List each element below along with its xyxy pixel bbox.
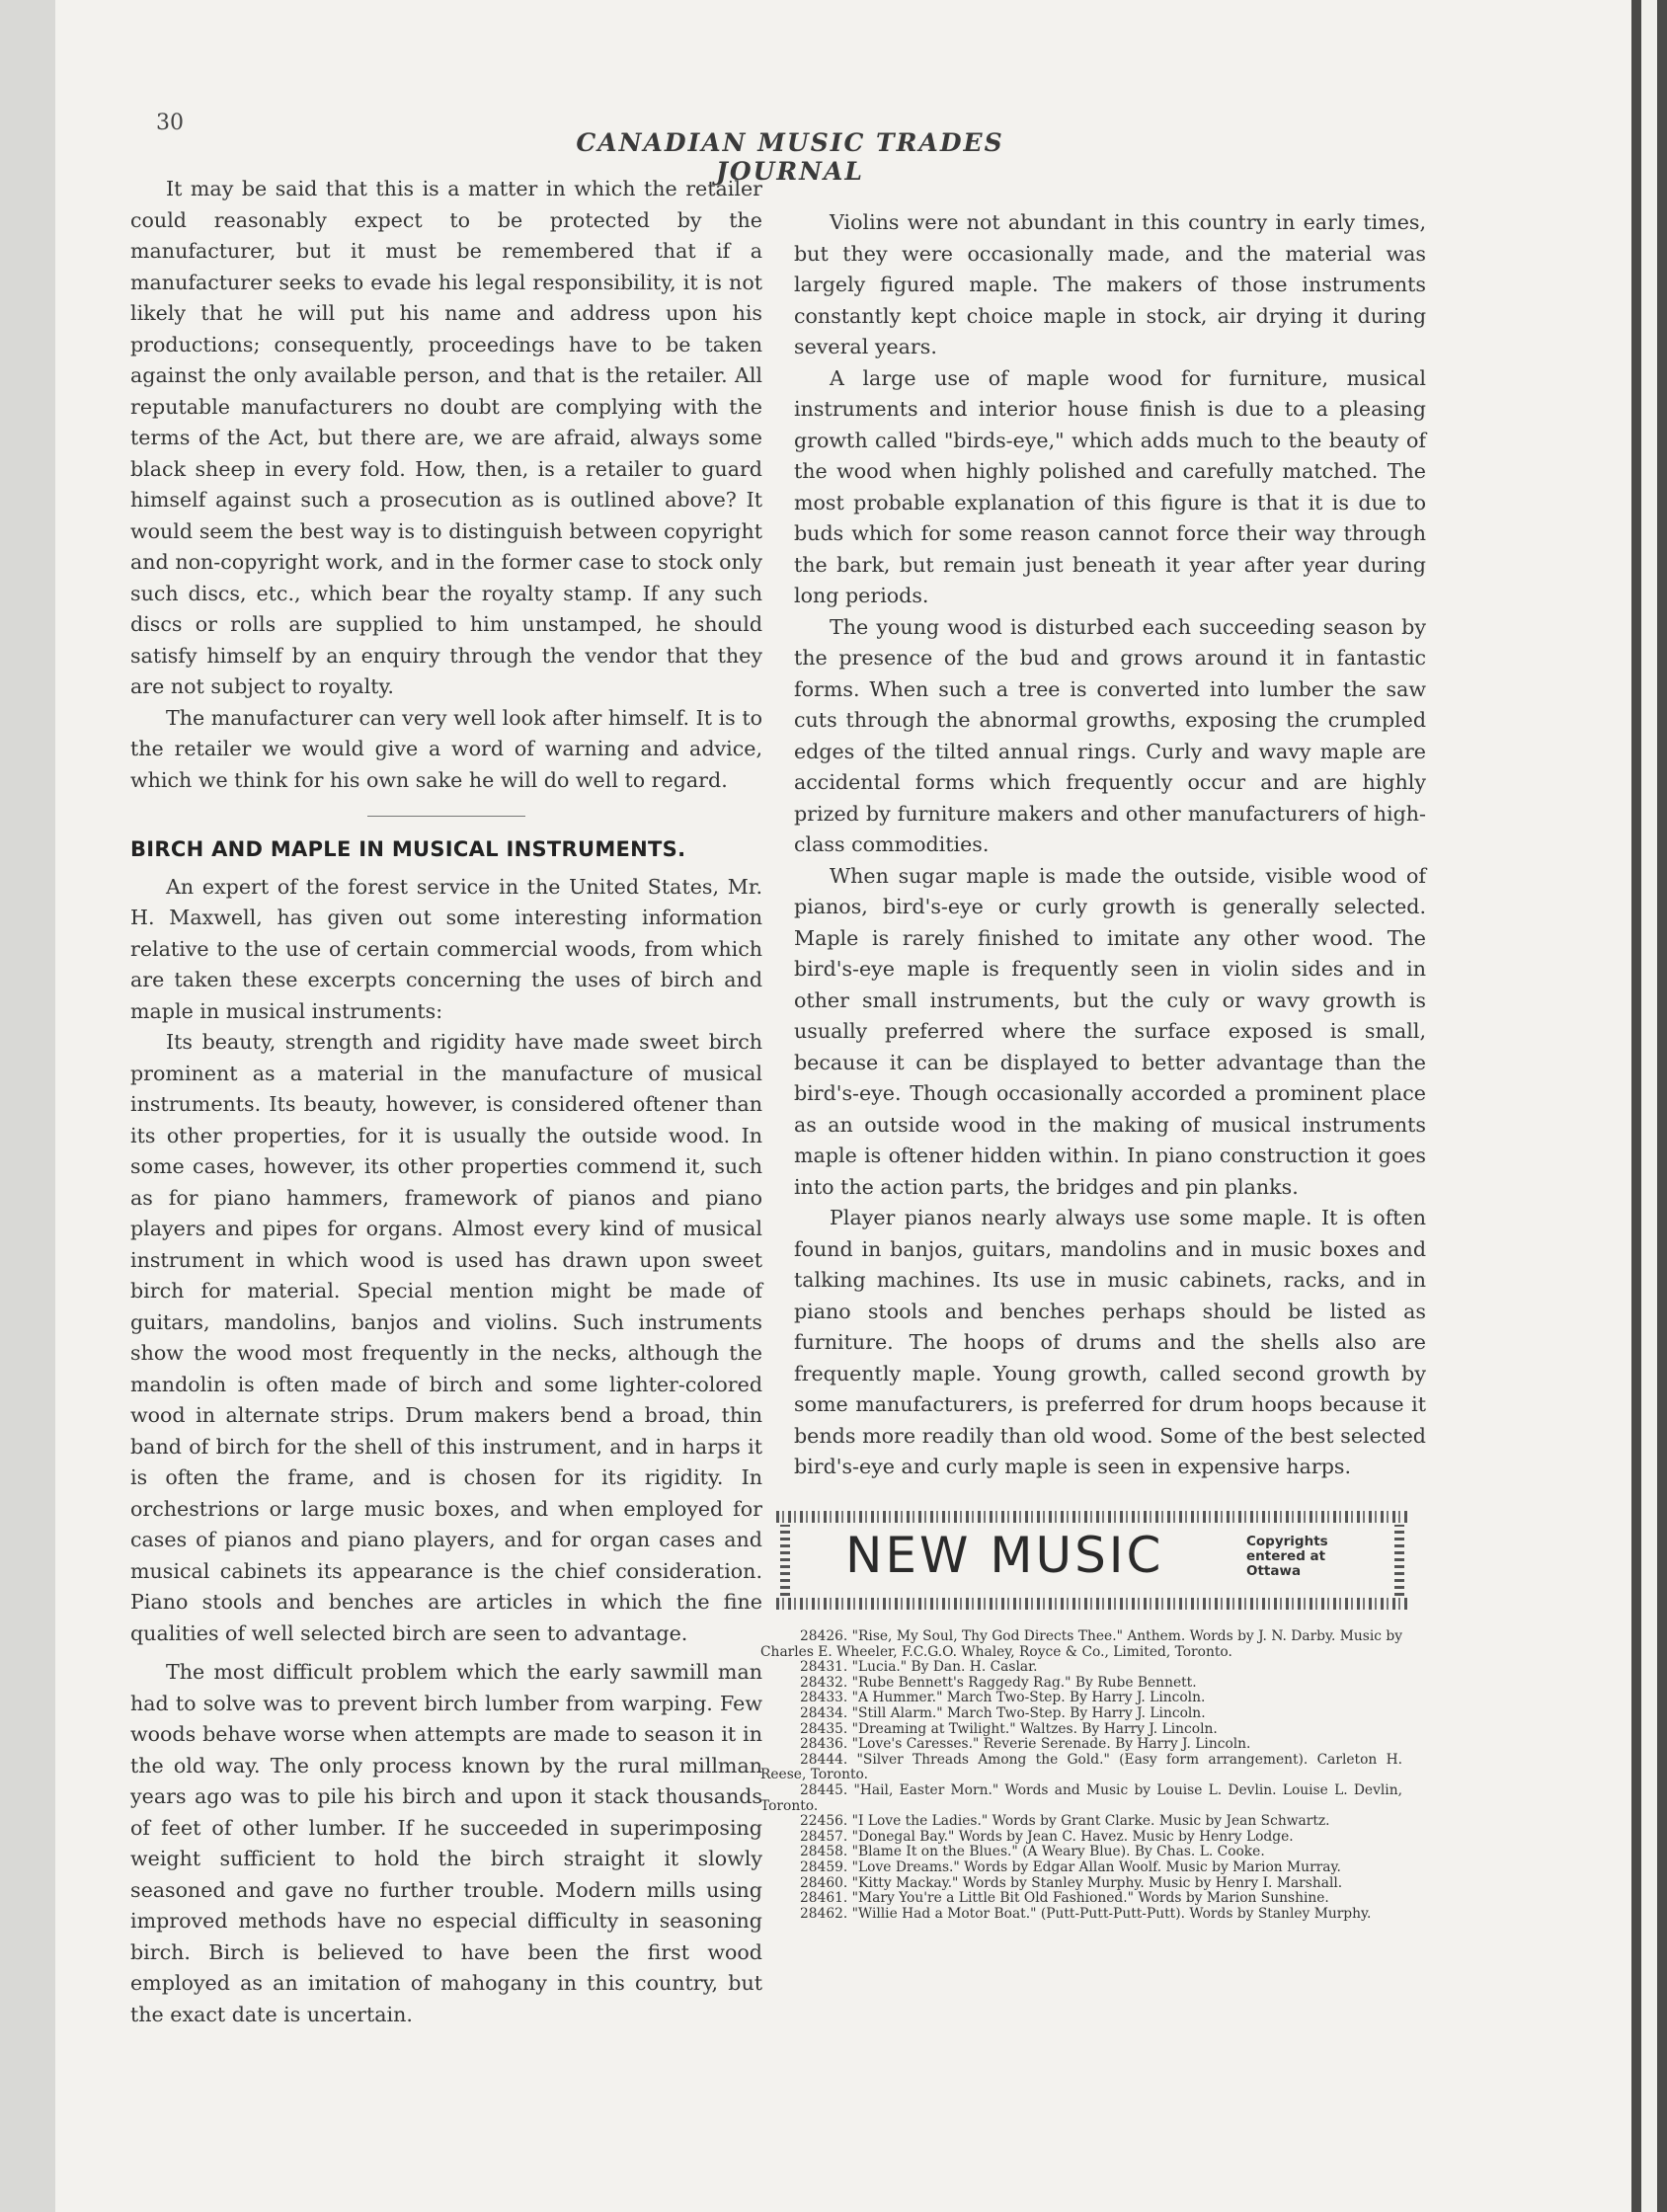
page-number: 30 — [156, 111, 184, 135]
paragraph: The most difficult problem which the early sawmill man had to solve was to prevent birch lumber from warping. Few woods behave worse when attempts are made to season it in the old way. The only process known by the rural millman years ago was to pile his birch and upon it stack thousands of feet of other lumber. If he succeeded in superimposing weight sufficient to hold the birch straight it slowly seasoned and gave no further trouble. Modern mills using improved methods have no especial difficulty in seasoning birch. Birch is believed to have been the first wood employed as an imitation of mahogany in this country, but the exact date is uncertain. — [130, 1660, 762, 2026]
banner-border-left — [780, 1525, 790, 1596]
paragraph: Violins were not abundant in this country in early times, but they were occasionally made, and the material was largely figured maple. The makers of those instruments constantly kept choice maple in stock, air drying it during several years. — [794, 210, 1426, 358]
list-item: 28457. "Donegal Bay." Words by Jean C. Havez. Music by Henry Lodge. — [800, 1828, 1294, 1845]
list-item: 28445. "Hail, Easter Morn." Words and Music by Louise L. Devlin. Louise L. Devlin, Toronto. — [760, 1781, 1402, 1814]
list-item: 28459. "Love Dreams." Words by Edgar Allan Woolf. Music by Marion Murray. — [800, 1858, 1341, 1875]
list-item: 28461. "Mary You're a Little Bit Old Fashioned." Words by Marion Sunshine. — [800, 1890, 1329, 1907]
left-column — [130, 174, 762, 2030]
list-item: 28444. "Silver Threads Among the Gold." (Easy form arrangement). Carleton H. Reese, Toronto. — [760, 1751, 1402, 1783]
running-head: CANADIAN MUSIC TRADES JOURNAL — [576, 128, 1004, 186]
list-item: 28462. "Willie Had a Motor Boat." (Putt-Putt-Putt-Putt). Words by Stanley Murphy. — [800, 1905, 1372, 1922]
article-heading: BIRCH AND MAPLE IN MUSICAL INSTRUMENTS. — [130, 837, 686, 861]
list-item: 28431. "Lucia." By Dan. H. Caslar. — [800, 1659, 1038, 1676]
list-item: 28458. "Blame It on the Blues." (A Weary Blue). By Chas. L. Cooke. — [800, 1844, 1265, 1860]
banner-border-top — [776, 1511, 1408, 1523]
list-item: 28436. "Love's Caresses." Reverie Serenade. By Harry J. Lincoln. — [800, 1736, 1251, 1753]
list-item: 28432. "Rube Bennett's Raggedy Rag." By Rube Bennett. — [800, 1674, 1197, 1691]
banner-border-bottom — [776, 1598, 1408, 1610]
right-column — [794, 207, 1426, 1483]
list-item: 28433. "A Hummer." March Two-Step. By Harry J. Lincoln. — [800, 1690, 1206, 1706]
paragraph: When sugar maple is made the outside, visible wood of pianos, bird's-eye or curly growth is generally selected. Maple is rarely finished to imitate any other wood. The bird's-eye maple is frequently seen in violin sides and in other small instruments, but the culy or wavy growth is usually preferred where the surface exposed is small, because it can be displayed to better advantage than the bird's-eye. Though occasionally accorded a prominent place as an outside wood in the making of musical instruments maple is oftener hidden within. In piano construction it goes into the action parts, the bridges and pin planks. — [794, 863, 1426, 1199]
list-item: 28435. "Dreaming at Twilight." Waltzes. By Harry J. Lincoln. — [800, 1720, 1218, 1737]
paragraph: Player pianos nearly always use some maple. It is often found in banjos, guitars, mandolins and in music boxes and talking machines. Its use in music cabinets, racks, and in piano stools and benches perhaps should be listed as furniture. The hoops of drums and the shells also are frequently maple. Young growth, called second growth by some manufacturers, is preferred for drum hoops because it bends more readily than old wood. Some of the best selected bird's-eye and curly maple is seen in expensive harps. — [794, 1206, 1426, 1478]
paragraph: The manufacturer can very well look after himself. It is to the retailer we would give a word of warning and advice, which we think for his own sake he will do well to regard. — [130, 705, 762, 792]
list-item: 28434. "Still Alarm." March Two-Step. By Harry J. Lincoln. — [800, 1704, 1206, 1721]
paragraph: Its beauty, strength and rigidity have made sweet birch prominent as a material in the manufacture of musical instruments. Its beauty, however, is considered oftener than its other properties, for it is usually the outside wood. In some cases, however, its other properties commend it, such as for piano hammers, framework of pianos and piano players and pipes for organs. Almost every kind of musical instrument in which wood is used has drawn upon sweet birch for material. Special mention might be made of guitars, mandolins, banjos and violins. Such instruments show the wood most frequently in the necks, although the mandolin is often made of birch and some lighter-colored wood in alternate strips. Drum makers bend a broad, thin band of birch for the shell of this instrument, and in harps it is often the frame, and is chosen for its rigidity. In orchestrions or large music boxes, and when employed for cases of pianos and piano players, and for organ cases and musical cabinets its appearance is the chief consideration. Piano stools and benches are articles in which the fine qualities of well selected birch are seen to advantage. — [130, 1030, 762, 1645]
section-divider — [367, 816, 525, 817]
banner-border-right — [1394, 1525, 1404, 1596]
paragraph: An expert of the forest service in the United States, Mr. H. Maxwell, has given out some interesting information relative to the use of certain commercial woods, from which are taken these excerpts concerning the uses of birch and maple in musical instruments: — [130, 874, 762, 1023]
paragraph: The young wood is disturbed each succeeding season by the presence of the bud and grows around it in fantastic forms. When such a tree is converted into lumber the saw cuts through the abnormal growths, exposing the crumpled edges of the tilted annual rings. Curly and wavy maple are accidental forms which frequently occur and are highly prized by furniture makers and other manufacturers of high-class commodities. — [794, 614, 1426, 856]
paragraph: It may be said that this is a matter in which the retailer could reasonably expect to be protected by the manufacturer, but it must be remembered that if a manufacturer seeks to evade his legal responsibility, it is not likely that he will put his name and address upon his productions; consequently, proceedings have to be taken against the only available person, and that is the retailer. All reputable manufacturers no doubt are complying with the terms of the Act, but there are, we are afraid, always some black sheep in every fold. How, then, is a retailer to guard himself against such a prosecution as is outlined above? It would seem the best way is to distinguish between copyright and non-copyright work, and in the former case to stock only such discs, etc., which bear the royalty stamp. If any such discs or rolls are supplied to him unstamped, he should satisfy himself by an enquiry through the vendor that they are not subject to royalty. — [130, 177, 762, 698]
adjacent-page-edge — [1631, 0, 1667, 2212]
list-item: 22456. "I Love the Ladies." Words by Grant Clarke. Music by Jean Schwartz. — [800, 1813, 1330, 1830]
new-music-list — [760, 1629, 1402, 1922]
new-music-title: NEW MUSIC — [845, 1527, 1164, 1584]
list-item: 28426. "Rise, My Soul, Thy God Directs Thee." Anthem. Words by J. N. Darby. Music by Charles E. Wheeler, F.C.G.O. Whaley, Royce & Co., Limited, Toronto. — [760, 1628, 1402, 1660]
new-music-banner — [776, 1511, 1408, 1610]
adjacent-page-strip — [1641, 0, 1657, 2212]
paragraph: A large use of maple wood for furniture, musical instruments and interior house finish is due to a pleasing growth called "birds-eye," which adds much to the beauty of the wood when highly polished and carefully matched. The most probable explanation of this figure is that it is due to buds which for some reason cannot force their way through the bark, but remain just beneath it year after year during long periods. — [794, 365, 1426, 607]
copyright-note: Copyrights entered at Ottawa — [1246, 1534, 1328, 1579]
list-item: 28460. "Kitty Mackay." Words by Stanley Murphy. Music by Henry I. Marshall. — [800, 1874, 1343, 1891]
